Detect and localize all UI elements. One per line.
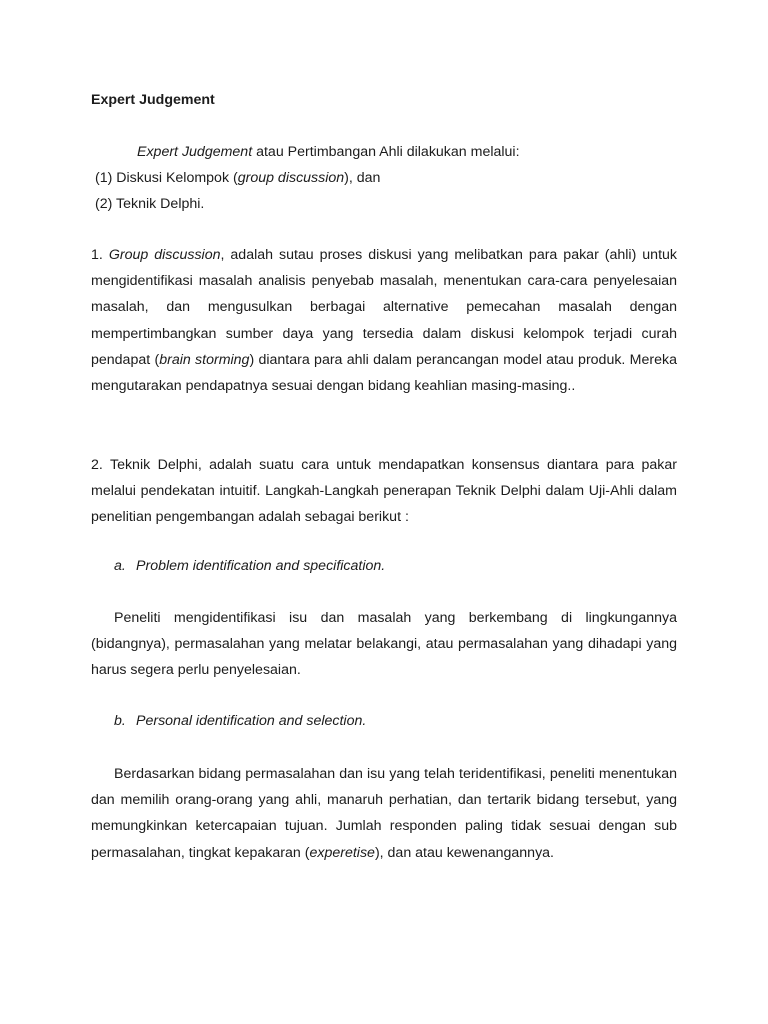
paragraph-group-discussion (91, 242, 677, 399)
subheading-b-label: b. (114, 713, 126, 729)
paragraph-1-end: ) diantara para ahli dalam perancangan model atau produk. Mereka mengutarakan pendapatnya sesuai dengan bidang keahlian masing-masing.. (91, 351, 677, 395)
subheading-b (114, 712, 366, 730)
intro-text: atau Pertimbangan Ahli dilakukan melalui: (252, 144, 520, 160)
intro-emphasis: Expert Judgement (137, 144, 253, 160)
subheading-b-text: Personal identification and selection. (136, 713, 367, 729)
intro-item-1-post: ), dan (344, 170, 381, 186)
intro-item-1-emphasis: group discussion (237, 170, 345, 186)
intro-item-1 (95, 169, 380, 187)
subheading-a (114, 557, 385, 575)
intro-item-1-pre: (1) Diskusi Kelompok ( (95, 170, 238, 186)
document-title: Expert Judgement (91, 92, 215, 108)
paragraph-1-brainstorming: brain storming (159, 351, 250, 368)
paragraph-a: Peneliti mengidentifikasi isu dan masalah yang berkembang di lingkungannya (bidangnya), permasalahan yang melatar belakangi, atau permasalahan yang dihadapi yang harus segera perlu penyelesaian. (91, 610, 677, 679)
paragraph-b-body: Berdasarkan bidang permasalahan dan isu yang telah teridentifikasi, peneliti menentukan dan memilih orang-orang yang ahli, manaruh perhatian, dan tertarik bidang tersebut, yang memungkinkan ketercapaian tujuan. Jumlah responden paling tidak sesuai dengan sub permasalahan, tingkat kepakaran ( (91, 766, 677, 861)
paragraph-teknik-delphi: 2. Teknik Delphi, adalah suatu cara untuk mendapatkan konsensus diantara para pakar melalui pendekatan intuitif. Langkah-Langkah penerapan Teknik Delphi dalam Uji-Ahli dalam penelitian pengembangan adalah sebagai berikut : (91, 457, 677, 526)
paragraph-b-end: ), dan atau kewenangannya. (374, 844, 554, 861)
paragraph-b-emphasis: experetise (309, 844, 375, 861)
paragraph-1-body: , adalah sutau proses diskusi yang melibatkan para pakar (ahli) untuk mengidentifikasi masalah analisis penyebab masalah, menentukan cara-cara penyelesaian masalah, dan mengusulkan berbagai alternative pemecahan masalah dengan mempertimbangkan sumber daya yang tersedia dalam diskusi kelompok terjadi curah pendapat ( (91, 247, 677, 368)
subheading-a-label: a. (114, 558, 126, 574)
paragraph-1-number: 1. (91, 247, 109, 263)
paragraph-b (91, 761, 677, 866)
intro-item-2: (2) Teknik Delphi. (95, 196, 205, 212)
subheading-a-text: Problem identification and specification. (136, 558, 386, 574)
intro-line (137, 143, 520, 161)
paragraph-1-term: Group discussion (108, 247, 221, 263)
